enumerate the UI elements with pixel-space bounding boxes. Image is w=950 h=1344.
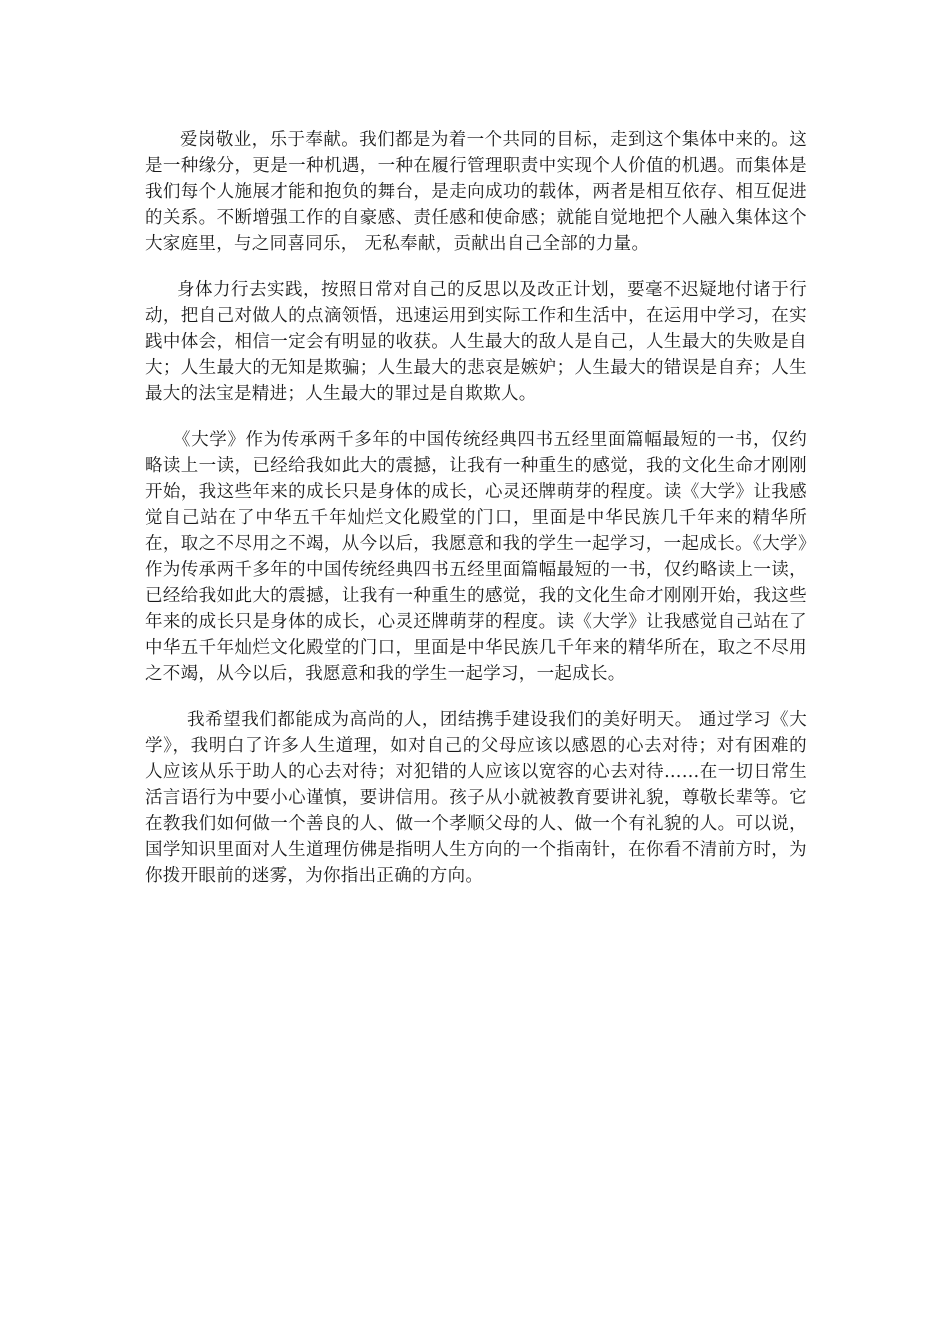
paragraph-1: 爱岗敬业，乐于奉献。我们都是为着一个共同的目标，走到这个集体中来的。这是一种缘分，更是一种机遇，一种在履行管理职责中实现个人价值的机遇。而集体是我们每个人施展才能和抱负的舞台，是走向成功的载体，两者是相互依存、相互促进的关系。不断增强工作的自豪感、责任感和使命感；就能自觉地把个人融入集体这个大家庭里，与之同喜同乐， 无私奉献，贡献出自己全部的力量。 bbox=[145, 130, 807, 254]
paragraph-3: 《大学》作为传承两千多年的中国传统经典四书五经里面篇幅最短的一书，仅约略读上一读，已经给我如此大的震撼，让我有一种重生的感觉，我的文化生命才刚刚开始，我这些年来的成长只是身体的成长，心灵还牌萌芽的程度。读《大学》让我感觉自己站在了中华五千年灿烂文化殿堂的门口，里面是中华民族几千年来的精华所在，取之不尽用之不竭，从今以后，我愿意和我的学生一起学习，一起成长。《大学》作为传承两千多年的中国传统经典四书五经里面篇幅最短的一书，仅约略读上一读，已经给我如此大的震撼，让我有一种重生的感觉，我的文化生命才刚刚开始，我这些年来的成长只是身体的成长，心灵还牌萌芽的程度。读《大学》让我感觉自己站在了中华五千年灿烂文化殿堂的门口，里面是中华民族几千年来的精华所在，取之不尽用之不竭，从今以后，我愿意和我的学生一起学习，一起成长。 bbox=[145, 430, 807, 684]
paragraph-2: 身体力行去实践，按照日常对自己的反思以及改正计划，要毫不迟疑地付诸于行动，把自己对做人的点滴领悟，迅速运用到实际工作和生活中，在运用中学习，在实践中体会，相信一定会有明显的收获。人生最大的敌人是自己，人生最大的失败是自大；人生最大的无知是欺骗；人生最大的悲哀是嫉妒；人生最大的错误是自弃；人生最大的法宝是精进；人生最大的罪过是自欺欺人。 bbox=[145, 280, 807, 404]
document-page bbox=[145, 127, 807, 909]
paragraph-4: 我希望我们都能成为高尚的人，团结携手建设我们的美好明天。 通过学习《大学》，我明白了许多人生道理，如对自己的父母应该以感恩的心去对待；对有困难的人应该从乐于助人的心去对待；对犯错的人应该以宽容的心去对待……在一切日常生活言语行为中要小心谨慎，要讲信用。孩子从小就被教育要讲礼貌，尊敬长辈等。它在教我们如何做一个善良的人、做一个孝顺父母的人、做一个有礼貌的人。可以说，国学知识里面对人生道理仿佛是指明人生方向的一个指南针，在你看不清前方时，为你拨开眼前的迷雾，为你指出正确的方向。 bbox=[145, 710, 807, 886]
